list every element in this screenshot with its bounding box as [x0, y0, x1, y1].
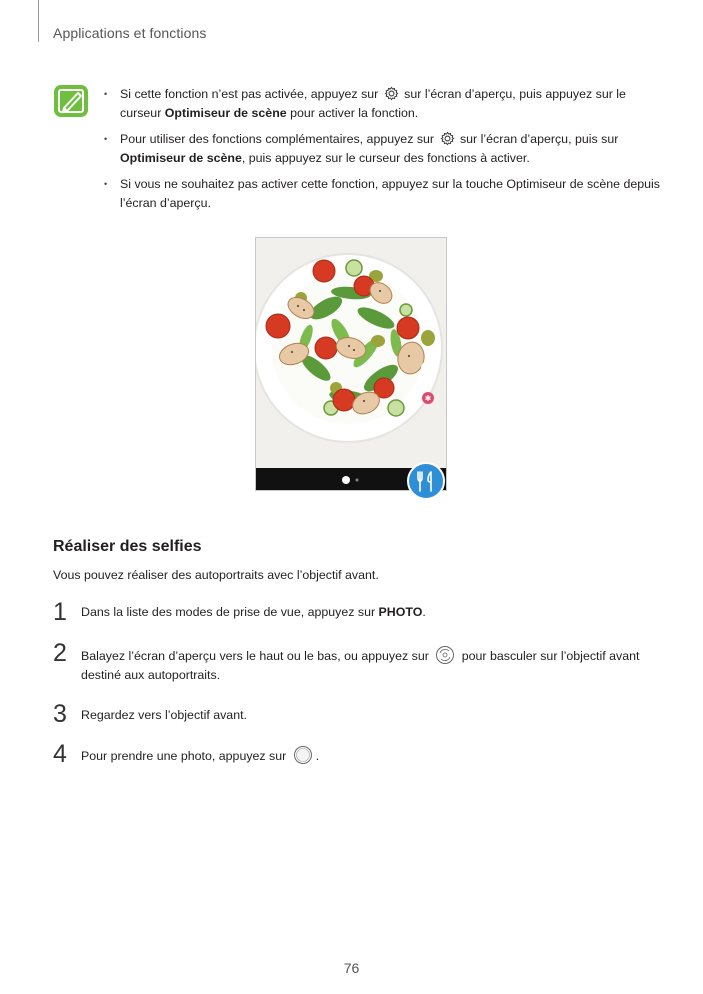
note-bullet-3-text: Si vous ne souhaitez pas activer cette fonction, appuyez sur la touche Optimiseur de scène depuis l’écran d’aperçu.: [120, 177, 660, 210]
note-bullet-2-text-b: sur l’écran d’aperçu, puis sur: [456, 132, 619, 146]
step-number-3: 3: [53, 700, 67, 728]
note-icon: [53, 84, 89, 118]
switch-camera-icon: [435, 645, 455, 665]
step-4-text-b: .: [315, 749, 320, 763]
step-4-text-a: Pour prendre une photo, appuyez sur: [81, 749, 290, 763]
camera-preview-screenshot: [255, 237, 447, 491]
shutter-button-icon: [293, 745, 313, 765]
note-bullet-1-text-b: sur l’écran d’aperçu, puis appuyez sur le curseur: [120, 87, 626, 120]
page-number: 76: [343, 960, 360, 976]
note-bullet-1-text-c: pour activer la fonction.: [286, 106, 419, 120]
step-1-bold: PHOTO: [378, 605, 423, 619]
header-rule: [38, 0, 39, 42]
svg-text:✱: ✱: [424, 394, 432, 403]
step-1-text-b: .: [422, 605, 426, 619]
note-bullet-2-text-c: , puis appuyez sur le curseur des fonctions à activer.: [241, 151, 530, 165]
step-text-4: [81, 745, 651, 766]
step-2-text-b: pour basculer sur l’objectif avant destiné aux autoportraits.: [81, 649, 640, 682]
step-text-1: [81, 603, 651, 622]
step-1-text-a: Dans la liste des modes de prise de vue, appuyez sur: [81, 605, 379, 619]
section-title: Réaliser des selfies: [53, 538, 202, 555]
step-number-4: 4: [53, 740, 67, 768]
settings-gear-icon: [384, 86, 399, 101]
note-bullet-2-text-a: Pour utiliser des fonctions complémentaires, appuyez sur: [120, 132, 438, 146]
note-bullet-1-bold: Optimiseur de scène: [164, 106, 287, 120]
note-bullet-2-bold: Optimiseur de scène: [120, 151, 242, 165]
salad-photo: [256, 238, 446, 490]
step-number-1: 1: [53, 598, 67, 626]
note-bullet-list: [104, 85, 664, 220]
note-bullet-1-text-a: Si cette fonction n’est pas activée, appuyez sur: [120, 87, 382, 101]
step-number-2: 2: [53, 639, 67, 667]
preview-frame: [255, 237, 447, 491]
note-bullet-3: [104, 175, 664, 213]
step-text-3: Regardez vers l’objectif avant.: [81, 708, 247, 722]
note-bullet-2: [104, 130, 664, 168]
note-bullet-1: [104, 85, 664, 123]
settings-gear-icon: [440, 131, 455, 146]
page-header-title: Applications et fonctions: [53, 25, 207, 41]
step-text-2: [81, 645, 651, 685]
section-intro: Vous pouvez réaliser des autoportraits avec l’objectif avant.: [53, 568, 379, 582]
food-mode-badge-icon: [406, 461, 446, 501]
step-2-text-a: Balayez l’écran d’aperçu vers le haut ou le bas, ou appuyez sur: [81, 649, 433, 663]
